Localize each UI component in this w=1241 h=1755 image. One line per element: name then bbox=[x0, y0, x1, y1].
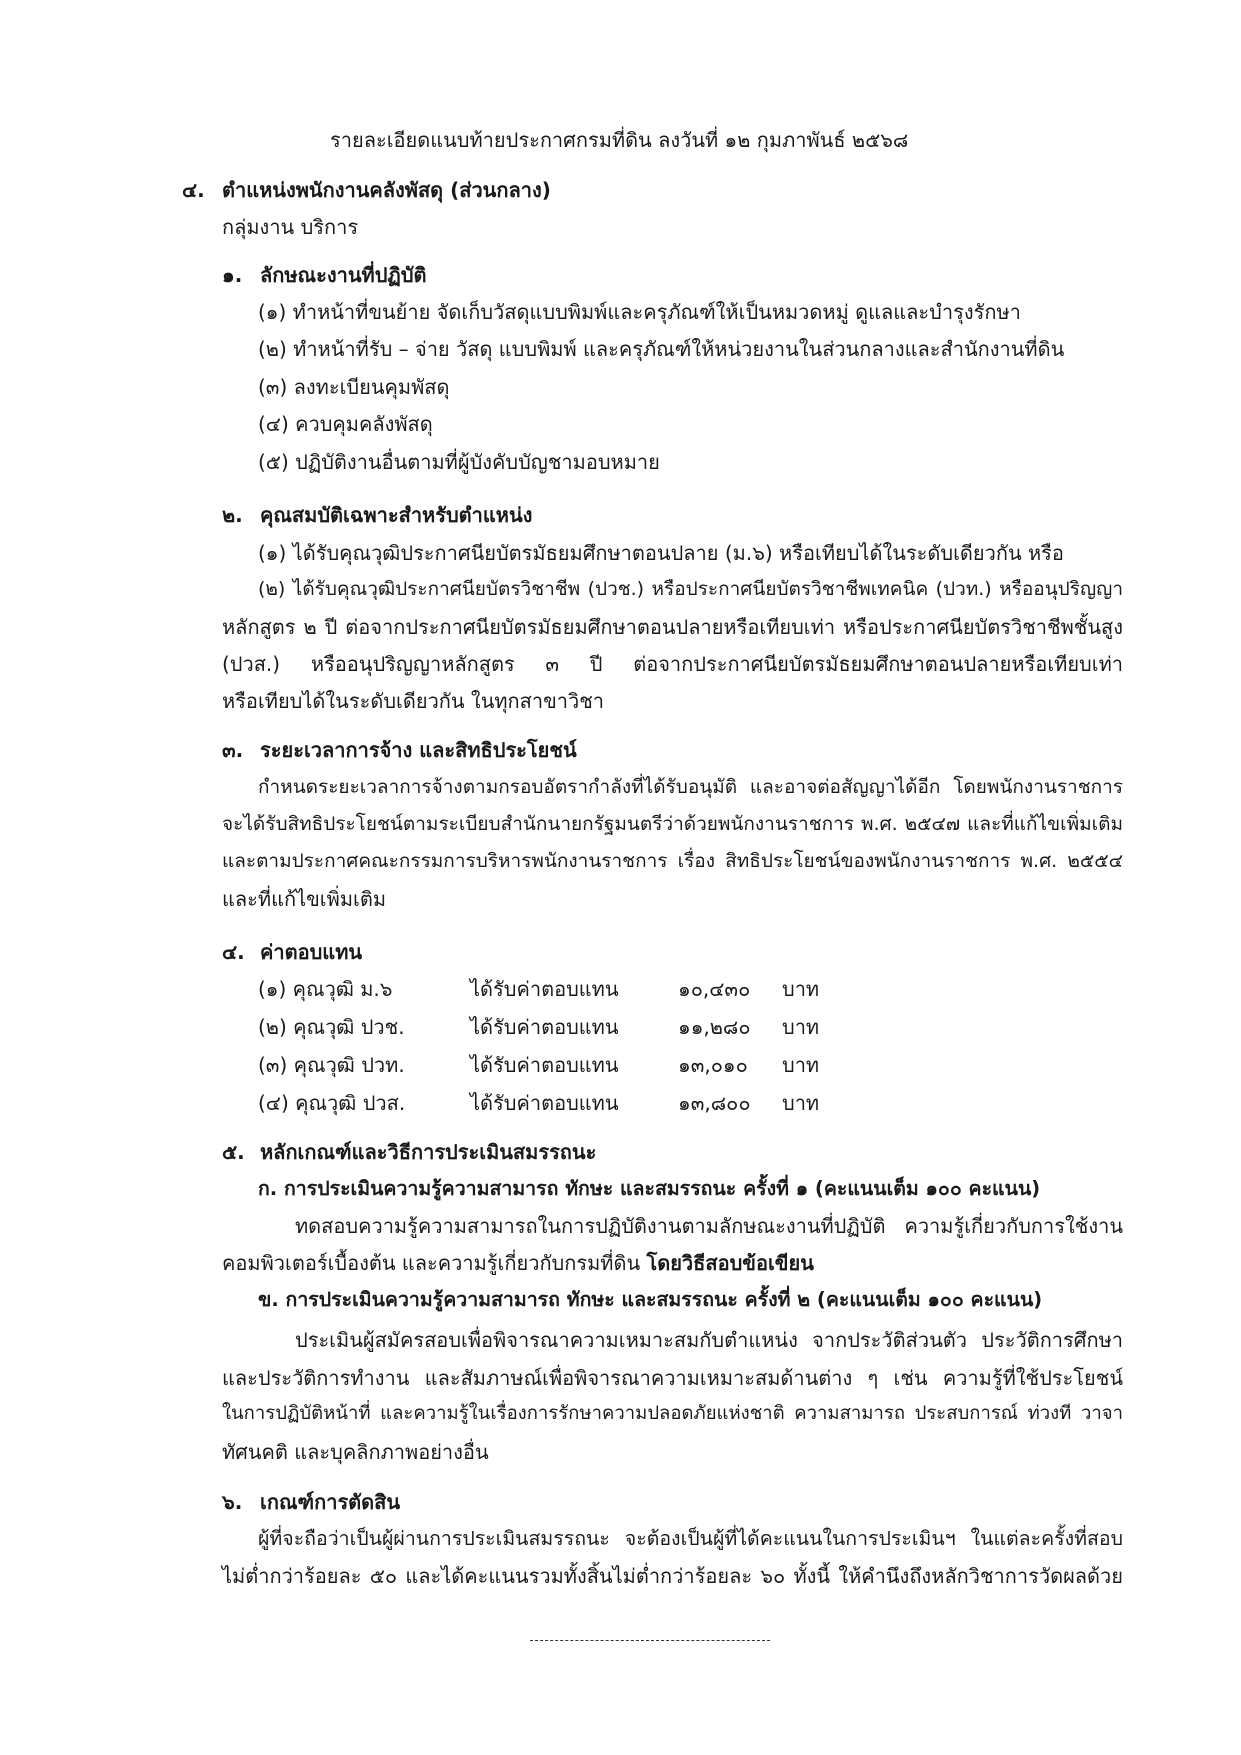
compensation-amount: ๑๐,๔๓๐ bbox=[678, 977, 751, 1001]
duty-item: (๔) ควบคุมคลังพัสดุ bbox=[258, 412, 433, 436]
duty-item: (๒) ทำหน้าที่รับ – จ่าย วัสดุ แบบพิมพ์ และครุภัณฑ์ให้หน่วยงานในส่วนกลางและสำนักงานที่ดิน bbox=[258, 337, 1065, 361]
section-3-heading: ระยะเวลาการจ้าง และสิทธิประโยชน์ bbox=[260, 738, 577, 762]
section-6-number: ๖. bbox=[222, 1490, 243, 1514]
section-2-number: ๒. bbox=[222, 503, 243, 527]
section-1-heading: ลักษณะงานที่ปฏิบัติ bbox=[260, 263, 427, 287]
compensation-unit: บาท bbox=[782, 1015, 820, 1039]
qualification-item-2-line: (๒) ได้รับคุณวุฒิประกาศนียบัตรวิชาชีพ (ปวช.) หรือประกาศนียบัตรวิชาชีพเทคนิค (ปวท.) หรืออนุปริญญา bbox=[258, 578, 1123, 600]
assessment-1-line bbox=[222, 1251, 814, 1275]
compensation-amount: ๑๓,๘๐๐ bbox=[678, 1091, 751, 1115]
duty-item: (๓) ลงทะเบียนคุมพัสดุ bbox=[258, 375, 450, 399]
end-divider bbox=[530, 1640, 770, 1641]
compensation-unit: บาท bbox=[782, 1091, 820, 1115]
section-2-heading: คุณสมบัติเฉพาะสำหรับตำแหน่ง bbox=[260, 503, 533, 527]
section-6-heading: เกณฑ์การตัดสิน bbox=[260, 1490, 401, 1514]
employment-text-line: และที่แก้ไขเพิ่มเติม bbox=[222, 887, 387, 911]
compensation-unit: บาท bbox=[782, 977, 820, 1001]
compensation-qualification: (๔) คุณวุฒิ ปวส. bbox=[258, 1091, 406, 1115]
section-5-number: ๕. bbox=[222, 1140, 245, 1164]
compensation-amount: ๑๓,๐๑๐ bbox=[678, 1053, 748, 1077]
compensation-unit: บาท bbox=[782, 1053, 820, 1077]
section-1-number: ๑. bbox=[222, 263, 243, 287]
compensation-label: ได้รับค่าตอบแทน bbox=[470, 1015, 619, 1039]
duty-item: (๑) ทำหน้าที่ขนย้าย จัดเก็บวัสดุแบบพิมพ์และครุภัณฑ์ให้เป็นหมวดหมู่ ดูแลและบำรุงรักษา bbox=[258, 300, 1021, 324]
qualification-item-1: (๑) ได้รับคุณวุฒิประกาศนียบัตรมัธยมศึกษาตอนปลาย (ม.๖) หรือเทียบได้ในระดับเดียวกัน หรือ bbox=[258, 541, 1064, 565]
section-5-heading: หลักเกณฑ์และวิธีการประเมินสมรรถนะ bbox=[260, 1140, 597, 1164]
position-group: กลุ่มงาน บริการ bbox=[222, 215, 359, 239]
compensation-label: ได้รับค่าตอบแทน bbox=[470, 1053, 619, 1077]
assessment-2-line: ในการปฏิบัติหน้าที่ และความรู้ในเรื่องการรักษาความปลอดภัยแห่งชาติ ความสามารถ ประสบการณ์ ท่วงที วาจา bbox=[222, 1403, 1123, 1424]
assessment-2-line: และประวัติการทำงาน และสัมภาษณ์เพื่อพิจารณาความเหมาะสมด้านต่าง ๆ เช่น ความรู้ที่ใช้ประโยชน์ bbox=[222, 1366, 1123, 1390]
employment-text-line: และตามประกาศคณะกรรมการบริหารพนักงานราชการ เรื่อง สิทธิประโยชน์ของพนักงานราชการ พ.ศ. ๒๕๕๔ bbox=[222, 850, 1123, 872]
compensation-amount: ๑๑,๒๘๐ bbox=[678, 1015, 751, 1039]
position-title: ตำแหน่งพนักงานคลังพัสดุ (ส่วนกลาง) bbox=[222, 178, 551, 202]
section-3-number: ๓. bbox=[222, 738, 244, 762]
compensation-qualification: (๓) คุณวุฒิ ปวท. bbox=[258, 1053, 405, 1077]
position-number: ๔. bbox=[182, 178, 205, 202]
duty-item: (๕) ปฏิบัติงานอื่นตามที่ผู้บังคับบัญชามอบหมาย bbox=[258, 450, 660, 474]
assessment-1-heading: ก. การประเมินความรู้ความสามารถ ทักษะ และสมรรถนะ ครั้งที่ ๑ (คะแนนเต็ม ๑๐๐ คะแนน) bbox=[258, 1177, 1041, 1200]
qualification-item-2-line: หรือเทียบได้ในระดับเดียวกัน ในทุกสาขาวิชา bbox=[222, 689, 605, 713]
assessment-1-line: ทดสอบความรู้ความสามารถในการปฏิบัติงานตามลักษณะงานที่ปฏิบัติ ความรู้เกี่ยวกับการใช้งาน bbox=[295, 1214, 1123, 1238]
compensation-label: ได้รับค่าตอบแทน bbox=[470, 977, 619, 1001]
section-4-number: ๔. bbox=[222, 940, 245, 964]
compensation-qualification: (๑) คุณวุฒิ ม.๖ bbox=[258, 977, 393, 1001]
decision-criteria-line: ผู้ที่จะถือว่าเป็นผู้ผ่านการประเมินสมรรถนะ จะต้องเป็นผู้ที่ได้คะแนนในการประเมินฯ ในแต่ละครั้งที่สอบ bbox=[258, 1527, 1123, 1550]
employment-text-line: จะได้รับสิทธิประโยชน์ตามระเบียบสำนักนายกรัฐมนตรีว่าด้วยพนักงานราชการ พ.ศ. ๒๕๔๗ และที่แก้ไขเพิ่มเติม bbox=[222, 813, 1123, 835]
decision-criteria-line: ไม่ต่ำกว่าร้อยละ ๕๐ และได้คะแนนรวมทั้งสิ้นไม่ต่ำกว่าร้อยละ ๖๐ ทั้งนี้ ให้คำนึงถึงหลักวิชาการวัดผลด้วย bbox=[222, 1564, 1123, 1588]
assessment-2-heading: ข. การประเมินความรู้ความสามารถ ทักษะ และสมรรถนะ ครั้งที่ ๒ (คะแนนเต็ม ๑๐๐ คะแนน) bbox=[258, 1288, 1043, 1311]
assessment-2-line: ประเมินผู้สมัครสอบเพื่อพิจารณาความเหมาะสมกับตำแหน่ง จากประวัติส่วนตัว ประวัติการศึกษา bbox=[295, 1328, 1123, 1352]
assessment-1-method: โดยวิธีสอบข้อเขียน bbox=[646, 1251, 814, 1275]
qualification-item-2-line: (ปวส.) หรืออนุปริญญาหลักสูตร ๓ ปี ต่อจากประกาศนียบัตรมัธยมศึกษาตอนปลายหรือเทียบเท่า bbox=[222, 652, 1123, 676]
compensation-qualification: (๒) คุณวุฒิ ปวช. bbox=[258, 1015, 405, 1039]
assessment-2-line: ทัศนคติ และบุคลิกภาพอย่างอื่น bbox=[222, 1440, 489, 1464]
assessment-1-text: คอมพิวเตอร์เบื้องต้น และความรู้เกี่ยวกับกรมที่ดิน bbox=[222, 1251, 647, 1275]
compensation-label: ได้รับค่าตอบแทน bbox=[470, 1091, 619, 1115]
employment-text-line: กำหนดระยะเวลาการจ้างตามกรอบอัตรากำลังที่ได้รับอนุมัติ และอาจต่อสัญญาได้อีก โดยพนักงานราชการ bbox=[258, 776, 1123, 798]
section-4-heading: ค่าตอบแทน bbox=[260, 940, 363, 964]
qualification-item-2-line: หลักสูตร ๒ ปี ต่อจากประกาศนียบัตรมัธยมศึกษาตอนปลายหรือเทียบเท่า หรือประกาศนียบัตรวิชาชีพชั้นสูง bbox=[222, 615, 1123, 639]
document-header: รายละเอียดแนบท้ายประกาศกรมที่ดิน ลงวันที่ ๑๒ กุมภาพันธ์ ๒๕๖๘ bbox=[330, 128, 909, 152]
